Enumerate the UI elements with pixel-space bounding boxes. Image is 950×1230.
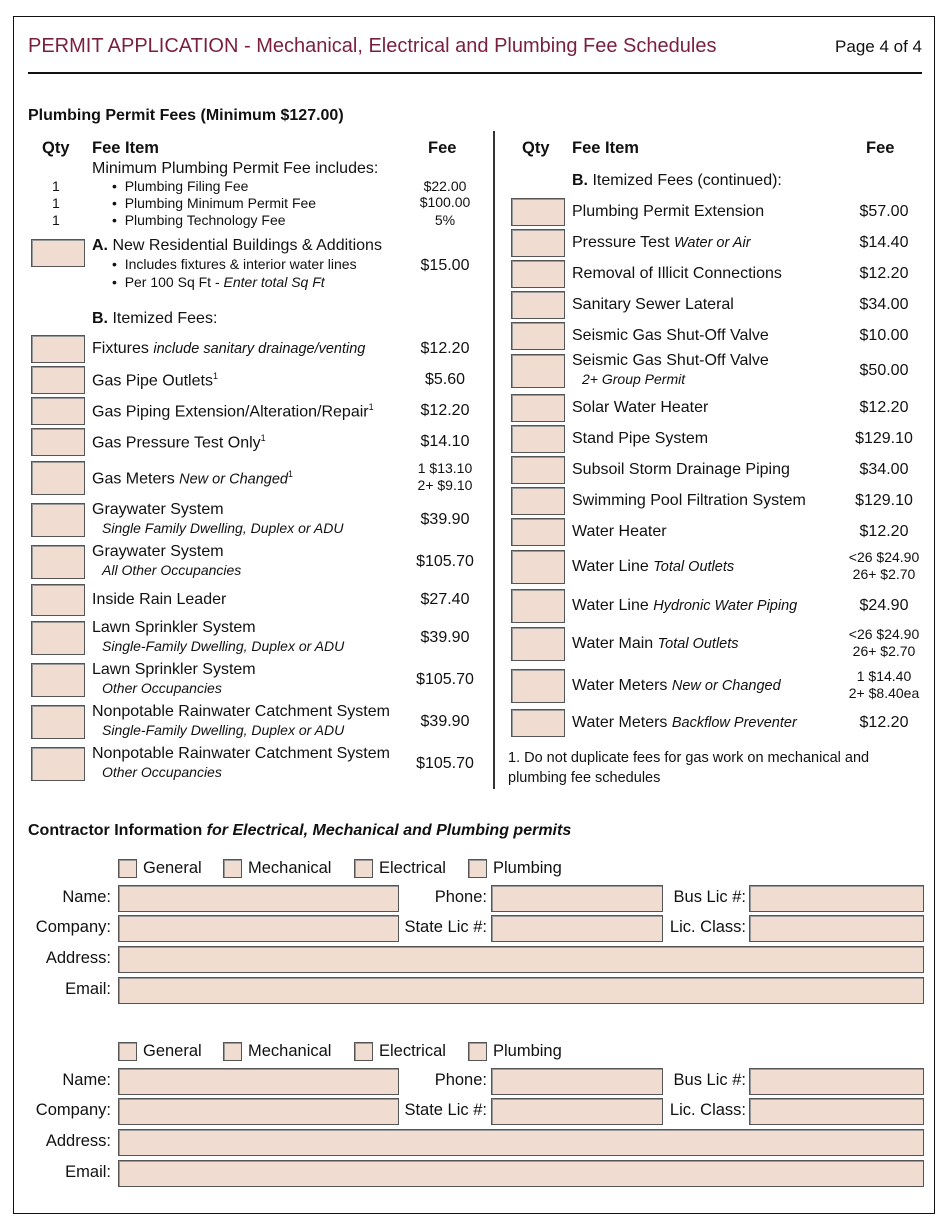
min-item-fee: 5% [434,212,456,228]
checkbox-label: General [143,859,202,877]
email-label: Email: [65,980,111,998]
qty-input[interactable] [511,229,565,257]
footnote-marker: 1 [212,371,218,381]
qty-input-new-residential[interactable] [31,239,85,267]
left-col-item: Fee Item [92,139,159,157]
name-field[interactable] [118,1068,399,1095]
fee-item-label [92,543,224,561]
checkbox-mechanical[interactable] [223,859,242,878]
qty-input[interactable] [31,503,85,537]
fee-amount: $12.20 [859,265,909,282]
fee-item-label [92,619,256,637]
plumbing-heading-text: Plumbing Permit Fees [28,107,197,124]
fee-item-sublabel: Other Occupancies [102,764,222,780]
section-a-bullet-1: • Includes fixtures & interior water lines [112,256,357,272]
fee-item-label [572,352,769,370]
fee-amount: $10.00 [859,327,909,344]
fee-item-label [92,371,218,390]
fee-item-name: Water Heater [572,523,667,540]
fee-item-name: Plumbing Permit Extension [572,203,765,220]
min-item-label: • Plumbing Technology Fee [112,212,286,228]
fee-item-name: Gas Pipe Outlets [92,372,213,390]
address-label: Address: [45,1132,111,1150]
fee-item-qualifier: Backflow Preventer [671,715,797,731]
min-item-label: • Plumbing Filing Fee [112,178,249,194]
fee-item-name: Gas Piping Extension/Alteration/Repair [92,403,369,421]
fee-item-qualifier: New or Changed [179,471,288,488]
phone-label: Phone: [434,1071,487,1089]
fee-amount: $39.90 [420,713,470,730]
qty-input[interactable] [511,260,565,288]
footnote-marker: 1 [287,469,293,479]
fee-item-name: Gas Pressure Test Only [92,434,261,452]
fee-amount: $50.00 [859,362,909,379]
qty-input[interactable] [511,550,565,584]
bus-lic-label: Bus Lic #: [673,1071,746,1089]
fee-item-label [92,703,390,721]
page-title: PERMIT APPLICATION - Mechanical, Electrical and Plumbing Fee Schedules [28,35,717,57]
min-item-qty: 1 [52,178,60,194]
fee-item-qualifier: Hydronic Water Piping [653,598,798,614]
phone-field[interactable] [491,1068,663,1095]
fee-amount: $39.90 [420,629,470,646]
fee-item-name: Lawn Sprinkler System [92,619,256,636]
fee-amount-line-1: <26 $24.90 [848,549,920,565]
qty-input[interactable] [31,545,85,579]
fee-amount-line-2: 26+ $2.70 [852,643,916,659]
fee-item-name: Water Meters [572,677,668,694]
fee-item-label [92,340,365,358]
company-label: Company: [35,918,111,936]
fee-item-label [572,461,790,479]
qty-input[interactable] [511,322,565,350]
fee-amount: $105.70 [416,755,474,772]
fee-item-label [92,745,390,763]
fee-amount-line-2: 2+ $9.10 [417,477,473,493]
fee-item-name: Graywater System [92,543,224,560]
lic-class-field[interactable] [749,1098,924,1125]
address-field[interactable] [118,1129,924,1156]
qty-input[interactable] [511,669,565,703]
section-b-continued: B. Itemized Fees (continued): [572,172,782,189]
fee-amount: $39.90 [420,511,470,528]
qty-input[interactable] [31,366,85,394]
checkbox-label: Electrical [379,859,446,877]
fee-amount: $14.40 [859,234,909,251]
address-field[interactable] [118,946,924,973]
fee-amount: $57.00 [859,203,909,220]
fee-item-sublabel: Other Occupancies [102,680,222,696]
bus-lic-field[interactable] [749,1068,924,1095]
bus-lic-field[interactable] [749,885,924,912]
checkbox-label: Mechanical [248,859,332,877]
fee-item-label [572,234,751,252]
fee-amount: $14.10 [420,433,470,450]
fee-amount: $24.90 [859,597,909,614]
plumbing-heading [28,107,344,125]
fee-amount-line-2: 26+ $2.70 [852,566,916,582]
fee-amount: $129.10 [855,430,913,447]
qty-input[interactable] [511,456,565,484]
fee-item-sublabel: Single-Family Dwelling, Duplex or ADU [102,638,345,654]
checkbox-label: Plumbing [493,859,562,877]
company-field[interactable] [118,915,399,942]
footnote [508,748,869,788]
left-col-qty: Qty [42,139,70,157]
lic-class-field[interactable] [749,915,924,942]
email-field[interactable] [118,977,924,1004]
fee-item-qualifier: Total Outlets [657,636,739,652]
state-lic-field[interactable] [491,1098,663,1125]
fee-item-sublabel: All Other Occupancies [102,562,242,578]
name-field[interactable] [118,885,399,912]
email-field[interactable] [118,1160,924,1187]
fee-amount: $105.70 [416,671,474,688]
min-item-fee: $22.00 [423,178,467,194]
plumbing-minimum: (Minimum $127.00) [200,107,344,124]
footnote-marker: 1 [260,433,266,443]
lic-class-label: Lic. Class: [669,918,746,936]
qty-input[interactable] [511,518,565,546]
fee-amount [846,549,922,583]
company-label: Company: [35,1101,111,1119]
fee-item-label [92,469,293,488]
left-col-fee: Fee [428,139,457,157]
contractor-heading-em: for Electrical, Mechanical and Plumbing permits [206,822,572,839]
column-divider [493,131,495,789]
fee-item-name: Pressure Test [572,234,670,251]
fee-item-qualifier: include sanitary drainage/venting [153,341,366,357]
checkbox-plumbing[interactable] [468,1042,487,1061]
fee-amount: $34.00 [859,296,909,313]
qty-input[interactable] [31,461,85,495]
checkbox-mechanical[interactable] [223,1042,242,1061]
fee-item-name: Swimming Pool Filtration System [572,492,806,509]
fee-item-label [572,714,797,732]
fee-amount-line-1: <26 $24.90 [848,626,920,642]
min-item-label: • Plumbing Minimum Permit Fee [112,195,317,211]
checkbox-plumbing[interactable] [468,859,487,878]
bus-lic-label: Bus Lic #: [673,888,746,906]
right-col-item: Fee Item [572,139,639,157]
fee-item-label [572,523,667,541]
footnote-line-1: 1. Do not duplicate fees for gas work on mechanical and [508,750,870,766]
qty-input[interactable] [31,621,85,655]
fee-item-label [572,327,769,345]
fee-item-sublabel: Single Family Dwelling, Duplex or ADU [102,520,344,536]
fee-amount: $12.20 [859,714,909,731]
state-lic-label: State Lic #: [404,918,487,936]
fee-item-qualifier: New or Changed [671,678,781,694]
min-includes: Minimum Plumbing Permit Fee includes: [92,160,379,177]
fee-item-label [572,296,734,314]
checkbox-label: Mechanical [248,1042,332,1060]
phone-field[interactable] [491,885,663,912]
fee-item-name: Removal of Illicit Connections [572,265,782,282]
fee-item-name: Stand Pipe System [572,430,709,447]
fee-amount-line-1: 1 $14.40 [856,668,912,684]
fee-item-label [92,591,226,609]
qty-input[interactable] [511,394,565,422]
fee-item-name: Subsoil Storm Drainage Piping [572,461,790,478]
fee-item-label [572,203,764,221]
section-b-title: B. Itemized Fees: [92,310,218,327]
fee-amount-line-2: 2+ $8.40ea [848,685,920,701]
fee-item-name: Nonpotable Rainwater Catchment System [92,703,390,720]
section-a-title [92,237,382,255]
fee-item-name: Fixtures [92,340,149,357]
page-number: Page 4 of 4 [835,37,922,56]
fee-amount: $12.20 [859,399,909,416]
qty-input[interactable] [31,397,85,425]
qty-input[interactable] [511,291,565,319]
fee-amount: $129.10 [855,492,913,509]
fee-amount: $12.20 [859,523,909,540]
qty-input[interactable] [31,584,85,616]
qty-input[interactable] [31,428,85,456]
name-label: Name: [62,1071,111,1089]
footnote-marker: 1 [368,402,374,412]
fee-item-name: Water Line [572,558,649,575]
checkbox-general[interactable] [118,859,137,878]
fee-item-label [572,597,797,615]
header-rule [28,72,922,74]
fee-item-name: Seismic Gas Shut-Off Valve [572,327,769,344]
fee-amount-line-1: 1 $13.10 [417,460,473,476]
email-label: Email: [65,1163,111,1181]
lic-class-label: Lic. Class: [669,1101,746,1119]
section-a-fee: $15.00 [420,257,470,274]
qty-input[interactable] [31,747,85,781]
fee-item-label [92,661,256,679]
fee-item-label [572,635,739,653]
fee-item-name: Graywater System [92,501,224,518]
fee-amount [409,460,481,494]
fee-item-name: Sanitary Sewer Lateral [572,296,734,313]
checkbox-label: Electrical [379,1042,446,1060]
min-item-fee: $100.00 [419,194,471,210]
min-item-qty: 1 [52,212,60,228]
state-lic-field[interactable] [491,915,663,942]
qty-input[interactable] [511,198,565,226]
fee-item-name: Seismic Gas Shut-Off Valve [572,352,769,369]
qty-input[interactable] [511,709,565,737]
fee-item-name: Solar Water Heater [572,399,709,416]
fee-item-label [572,492,806,510]
min-item-label-text: Plumbing Minimum Permit Fee [124,195,317,211]
qty-input[interactable] [511,487,565,515]
checkbox-electrical[interactable] [354,859,373,878]
fee-item-name: Gas Meters [92,470,175,488]
company-field[interactable] [118,1098,399,1125]
fee-amount: $105.70 [416,553,474,570]
fee-amount [846,626,922,660]
right-col-qty: Qty [522,139,550,157]
fee-amount: $34.00 [859,461,909,478]
state-lic-label: State Lic #: [404,1101,487,1119]
fee-item-label [92,501,224,519]
phone-label: Phone: [434,888,487,906]
permit-page [13,16,935,1214]
fee-amount [846,668,922,702]
footnote-line-2: plumbing fee schedules [508,770,661,786]
qty-input[interactable] [511,354,565,388]
fee-item-name: Nonpotable Rainwater Catchment System [92,745,390,762]
fee-item-label [572,265,782,283]
fee-item-name: Water Meters [572,714,668,731]
fee-item-label [572,430,708,448]
fee-amount: $12.20 [420,402,470,419]
fee-item-qualifier: Total Outlets [653,559,735,575]
fee-amount: $5.60 [424,371,466,388]
checkbox-label: General [143,1042,202,1060]
section-a-title-text: New Residential Buildings & Additions [112,237,382,254]
checkbox-electrical[interactable] [354,1042,373,1061]
section-a-letter: A. [92,237,108,254]
right-col-fee: Fee [866,139,895,157]
fee-item-sublabel: 2+ Group Permit [582,371,686,387]
fee-item-qualifier: Water or Air [673,235,751,251]
fee-amount: $27.40 [420,591,470,608]
fee-item-label [572,399,708,417]
min-item-label-text: Plumbing Technology Fee [124,212,286,228]
qty-input[interactable] [31,663,85,697]
fee-item-name: Inside Rain Leader [92,591,227,608]
qty-input[interactable] [511,627,565,661]
address-label: Address: [45,949,111,967]
qty-input[interactable] [511,589,565,623]
checkbox-general[interactable] [118,1042,137,1061]
name-label: Name: [62,888,111,906]
min-item-qty: 1 [52,195,60,211]
fee-item-label [572,558,734,576]
checkbox-label: Plumbing [493,1042,562,1060]
contractor-heading: Contractor Information for Electrical, Mechanical and Plumbing permits [28,822,572,839]
fee-item-name: Lawn Sprinkler System [92,661,256,678]
fee-item-label [92,402,374,421]
fee-item-name: Water Main [572,635,654,652]
min-item-label-text: Plumbing Filing Fee [124,178,249,194]
fee-item-sublabel: Single-Family Dwelling, Duplex or ADU [102,722,345,738]
qty-input[interactable] [31,705,85,739]
section-a-bullet-2: • Per 100 Sq Ft - Enter total Sq Ft [112,274,325,290]
fee-amount: $12.20 [420,340,470,357]
fee-item-name: Water Line [572,597,649,614]
fee-item-label [572,677,781,695]
qty-input[interactable] [511,425,565,453]
qty-input[interactable] [31,335,85,363]
fee-item-label [92,433,266,452]
